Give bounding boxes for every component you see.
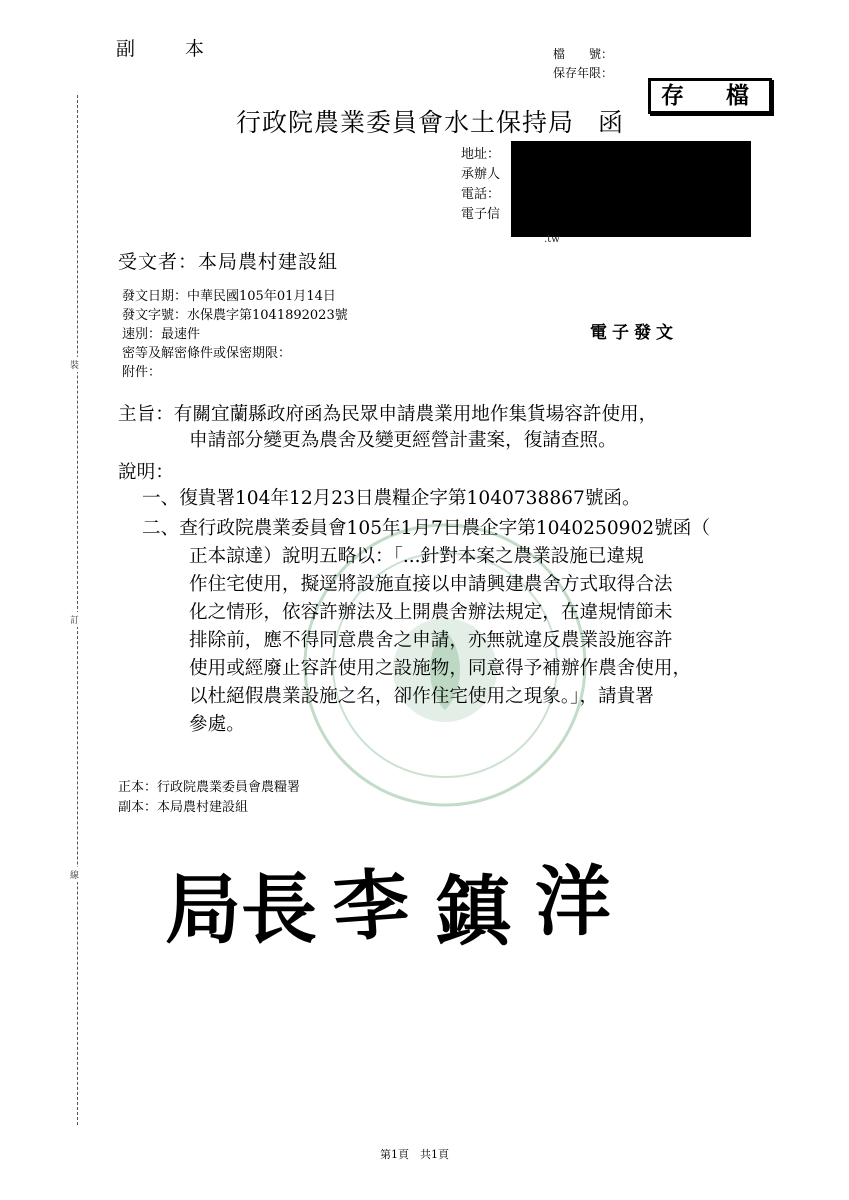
item-2: 二、查行政院農業委員會105年1月7日農企字第1040250902號函（	[142, 518, 710, 539]
copy-mark: 副 本	[116, 38, 227, 60]
retention-label: 保存年限：	[553, 66, 614, 80]
subject-line-2: 申請部分變更為農舍及變更經營計畫案，復請查照。	[189, 430, 617, 451]
page-number: 第1頁 共1頁	[380, 1148, 449, 1161]
issue-date: 發文日期：中華民國105年01月14日	[122, 289, 336, 304]
email-label: 電子信	[461, 207, 501, 222]
director-signature	[165, 858, 625, 968]
email-tail: .tw	[544, 234, 560, 245]
meta-block	[122, 287, 348, 382]
archive-stamp-char-1: 存	[661, 82, 684, 109]
signature-char: 李	[329, 858, 412, 953]
attachment: 附件：	[122, 365, 162, 380]
recipient: 受文者：本局農村建設組	[118, 251, 339, 273]
doc-number: 發文字號：水保農字第1041892023號	[122, 308, 348, 323]
file-no-label: 檔 號：	[553, 47, 614, 61]
item-2-cont: 排除前，應不得同意農舍之申請，亦無就違反農業設施容許	[189, 630, 673, 651]
doc-type: 函	[598, 108, 625, 137]
item-1: 一、復貴署104年12月23日農糧企字第1040738867號函。	[142, 488, 641, 509]
agency-name: 行政院農業委員會水土保持局	[236, 108, 575, 137]
item-2-cont: 作住宅使用，擬逕將設施直接以申請興建農舍方式取得合法	[189, 574, 673, 595]
secrecy: 密等及解密條件或保密期限：	[122, 346, 292, 361]
explanation-label: 說明：	[118, 462, 174, 483]
handler-label: 承辦人	[461, 167, 501, 182]
speed: 速別：最速件	[122, 327, 201, 342]
redaction-box	[511, 141, 751, 237]
signature-char: 局	[165, 865, 241, 954]
file-fields	[553, 45, 613, 83]
subject-line-1: 主旨：有關宜蘭縣政府函為民眾申請農業用地作集貨場容許使用，	[118, 404, 658, 425]
signature-char: 洋	[535, 857, 611, 946]
binding-mark-ding: 訂	[70, 612, 79, 627]
archive-stamp	[648, 78, 772, 114]
distribution-block	[118, 778, 300, 818]
address-label: 地址：	[461, 147, 501, 162]
binding-mark-xian: 線	[70, 867, 79, 882]
binding-mark-zhuang: 裝	[70, 357, 79, 372]
contact-block	[461, 145, 500, 225]
agency-title	[236, 103, 624, 139]
signature-char: 鎮	[435, 867, 511, 956]
original-recipient: 正本：行政院農業委員會農糧署	[118, 780, 301, 795]
e-dispatch-mark: 電子發文	[590, 323, 678, 343]
item-2-cont: 以杜絕假農業設施之名，卻作住宅使用之現象。」，請貴署	[189, 686, 654, 707]
item-2-cont: 參處。	[189, 714, 245, 735]
binding-line	[77, 95, 78, 1125]
copy-recipient: 副本：本局農村建設組	[118, 800, 249, 815]
archive-stamp-char-2: 檔	[726, 82, 749, 109]
item-2-cont: 使用或經廢止容許使用之設施物，同意得予補辦作農舍使用，	[189, 658, 692, 679]
phone-label: 電話：	[461, 187, 501, 202]
signature-char: 長	[241, 865, 317, 954]
item-2-cont: 正本諒達）說明五略以：「...針對本案之農業設施已違規	[189, 546, 644, 567]
item-2-cont: 化之情形，依容許辦法及上開農舍辦法規定，在違規情節未	[189, 602, 673, 623]
